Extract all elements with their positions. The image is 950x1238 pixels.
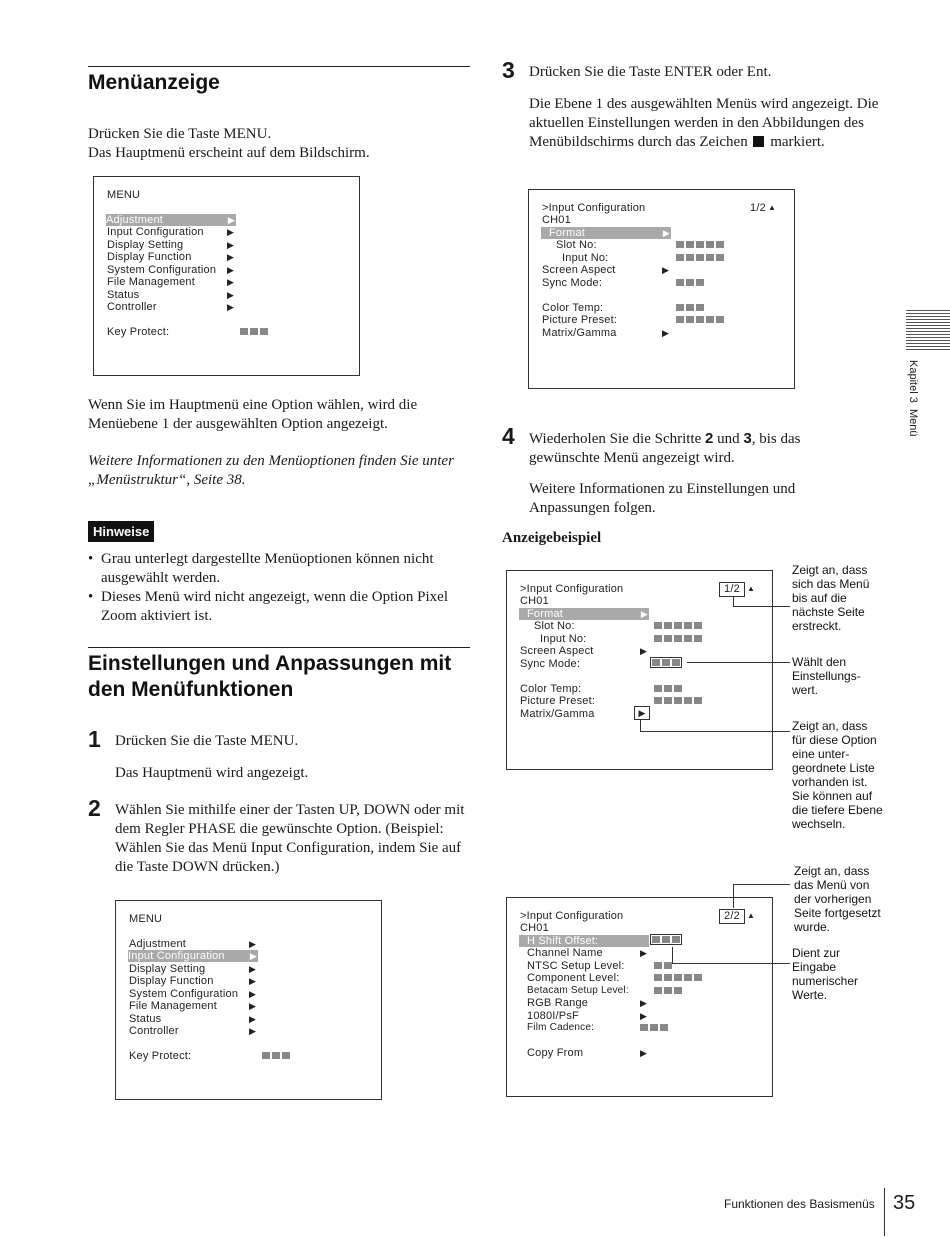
arrow-right-icon: ▶ bbox=[249, 1001, 257, 1011]
value-blocks bbox=[650, 657, 682, 668]
menu-item-channel-name[interactable]: Channel Name bbox=[527, 947, 603, 959]
section-rule-left bbox=[88, 647, 470, 648]
input-no-label: Input No: bbox=[540, 633, 587, 645]
example-screen-2 bbox=[506, 897, 773, 1097]
arrow-right-icon: ▶ bbox=[640, 948, 648, 958]
callout-select-value: Wählt den Einstellungs-wert. bbox=[792, 655, 861, 697]
value-blocks bbox=[654, 987, 682, 994]
menu-item-format[interactable]: Format ▶ bbox=[519, 608, 649, 620]
example-heading: Anzeigebeispiel bbox=[502, 530, 602, 546]
section-title-menuanzeige: Menüanzeige bbox=[88, 71, 220, 94]
menu-item-controller[interactable]: Controller bbox=[129, 1025, 179, 1037]
page-indicator: 1/2 bbox=[719, 582, 745, 597]
value-blocks bbox=[240, 328, 268, 335]
menu-item-input-configuration[interactable]: Input Configuration ▶ bbox=[128, 950, 257, 962]
menu-item-display-function[interactable]: Display Function bbox=[107, 251, 192, 263]
menu-item-system-configuration[interactable]: System Configuration bbox=[107, 264, 217, 276]
arrow-right-icon: ▶ bbox=[662, 265, 670, 275]
step-number: 3 bbox=[502, 57, 515, 83]
hinweise-badge: Hinweise bbox=[88, 521, 154, 542]
arrow-right-icon: ▶ bbox=[634, 706, 650, 720]
step-4-text: Wiederholen Sie die Schritte 2 und 3, bis das gewünschte Menü angezeigt wird. bbox=[529, 430, 801, 466]
channel-label: CH01 bbox=[520, 922, 549, 934]
value-blocks bbox=[262, 1052, 290, 1059]
step-1-text: Drücken Sie die Taste MENU. bbox=[115, 733, 299, 749]
arrow-right-icon: ▶ bbox=[227, 240, 235, 250]
value-blocks bbox=[654, 685, 682, 692]
arrow-right-icon: ▶ bbox=[662, 328, 670, 338]
menu-item-adjustment[interactable]: Adjustment bbox=[129, 938, 187, 950]
top-rule-left bbox=[88, 66, 470, 67]
value-blocks bbox=[676, 316, 724, 323]
menu-item-adjustment[interactable]: Adjustment ▶ bbox=[106, 214, 235, 226]
value-blocks bbox=[640, 1024, 668, 1031]
value-blocks bbox=[654, 622, 702, 629]
step-1-sub: Das Hauptmenü wird angezeigt. bbox=[115, 765, 309, 781]
menu-item-input-configuration[interactable]: Input Configuration bbox=[107, 226, 204, 238]
value-blocks bbox=[676, 304, 704, 311]
menu-item-display-function[interactable]: Display Function bbox=[129, 975, 214, 987]
up-down-arrow-icon: ▲ bbox=[747, 911, 756, 920]
intro-line-2: Das Hauptmenü erscheint auf dem Bildschirm. bbox=[88, 145, 370, 161]
value-blocks bbox=[650, 934, 682, 945]
page-indicator: 2/2 bbox=[719, 909, 745, 924]
note-item: • Dieses Menü wird nicht angezeigt, wenn die Option Pixel Zoom aktiviert ist. bbox=[88, 588, 470, 626]
callout-next-page: Zeigt an, dass sich das Menü bis auf die nächste Seite erstreckt. bbox=[792, 563, 870, 633]
footer-title: Funktionen des Basismenüs bbox=[724, 1197, 875, 1211]
intro-paragraph bbox=[88, 125, 468, 163]
menu-title: MENU bbox=[107, 189, 141, 201]
section-title-einstellungen: Einstellungen und Anpassungen mit den Menüfunktionen bbox=[88, 652, 452, 701]
arrow-right-icon: ▶ bbox=[227, 302, 235, 312]
menu-item-screen-aspect[interactable]: Screen Aspect bbox=[542, 264, 616, 276]
arrow-right-icon: ▶ bbox=[640, 998, 648, 1008]
menu-title: MENU bbox=[129, 913, 163, 925]
slot-no-label: Slot No: bbox=[534, 620, 575, 632]
menu-item-status[interactable]: Status bbox=[107, 289, 140, 301]
menu-item-screen-aspect[interactable]: Screen Aspect bbox=[520, 645, 594, 657]
note-item: • Grau unterlegt dargestellte Menüoptionen können nicht ausgewählt werden. bbox=[88, 550, 470, 588]
chapter-tab-lines bbox=[906, 310, 950, 352]
step-3-sub: Die Ebene 1 des ausgewählten Menüs wird angezeigt. Die aktuellen Einstellungen werden in den Abbildungen des Menübildschirms durch das Zeichen markiert. bbox=[529, 96, 879, 150]
menu-item-status[interactable]: Status bbox=[129, 1013, 162, 1025]
screen-title: >Input Configuration bbox=[542, 202, 646, 214]
menu-item-matrix-gamma[interactable]: Matrix/Gamma bbox=[542, 327, 617, 339]
screen-title: >Input Configuration bbox=[520, 583, 624, 595]
picture-preset-label: Picture Preset: bbox=[520, 695, 596, 707]
arrow-right-icon: ▶ bbox=[227, 277, 235, 287]
value-blocks bbox=[676, 241, 724, 248]
component-level-label: Component Level: bbox=[527, 972, 620, 984]
menu-item-display-setting[interactable]: Display Setting bbox=[129, 963, 206, 975]
main-menu-screen-2 bbox=[115, 900, 382, 1100]
menu-item-system-configuration[interactable]: System Configuration bbox=[129, 988, 239, 1000]
arrow-right-icon: ▶ bbox=[249, 1026, 257, 1036]
input-no-label: Input No: bbox=[562, 252, 609, 264]
menu-item-rgb-range[interactable]: RGB Range bbox=[527, 997, 589, 1009]
ntsc-setup-label: NTSC Setup Level: bbox=[527, 960, 625, 972]
value-blocks bbox=[654, 962, 672, 969]
page-indicator: 1/2 bbox=[750, 202, 766, 214]
step-number: 2 bbox=[88, 795, 101, 821]
up-down-arrow-icon: ▲ bbox=[768, 203, 777, 212]
arrow-right-icon: ▶ bbox=[249, 964, 257, 974]
sync-mode-label: Sync Mode: bbox=[542, 277, 603, 289]
menu-item-format[interactable]: Format ▶ bbox=[541, 227, 671, 239]
slot-no-label: Slot No: bbox=[556, 239, 597, 251]
screen-title: >Input Configuration bbox=[520, 910, 624, 922]
paragraph-option: Wenn Sie im Hauptmenü eine Option wählen, wird die Menüebene 1 der ausgewählten Option angezeigt. bbox=[88, 397, 418, 432]
picture-preset-label: Picture Preset: bbox=[542, 314, 618, 326]
menu-item-file-management[interactable]: File Management bbox=[129, 1000, 217, 1012]
step-number: 4 bbox=[502, 423, 515, 449]
betacam-setup-label: Betacam Setup Level: bbox=[527, 985, 629, 996]
step-2-text: Wählen Sie mithilfe einer der Tasten UP, DOWN oder mit dem Regler PHASE die gewünschte Option. (Beispiel: Wählen Sie das Menü Input Configuration, indem Sie auf die Taste DOWN drücken.) bbox=[115, 802, 465, 875]
value-blocks bbox=[676, 254, 724, 261]
arrow-right-icon: ▶ bbox=[249, 989, 257, 999]
intro-line-1: Drücken Sie die Taste MENU. bbox=[88, 126, 272, 142]
arrow-right-icon: ▶ bbox=[640, 646, 648, 656]
callout-numeric-input: Dient zur Eingabe numerischer Werte. bbox=[792, 946, 859, 1002]
channel-label: CH01 bbox=[520, 595, 549, 607]
arrow-right-icon: ▶ bbox=[249, 976, 257, 986]
value-blocks bbox=[654, 635, 702, 642]
step-3-text: Drücken Sie die Taste ENTER oder Ent. bbox=[529, 64, 772, 80]
arrow-right-icon: ▶ bbox=[640, 1011, 648, 1021]
arrow-right-icon: ▶ bbox=[227, 290, 235, 300]
color-temp-label: Color Temp: bbox=[520, 683, 582, 695]
menu-item-display-setting[interactable]: Display Setting bbox=[107, 239, 184, 251]
arrow-right-icon: ▶ bbox=[227, 265, 235, 275]
arrow-right-icon: ▶ bbox=[249, 939, 257, 949]
main-menu-screen-1 bbox=[93, 176, 360, 376]
arrow-right-icon: ▶ bbox=[249, 1014, 257, 1024]
menu-item-h-shift-offset[interactable]: H Shift Offset: bbox=[519, 935, 649, 947]
film-cadence-label: Film Cadence: bbox=[527, 1022, 595, 1033]
step-number: 1 bbox=[88, 726, 101, 752]
chapter-label: Kapitel 3 Menü bbox=[907, 360, 919, 437]
sync-mode-label: Sync Mode: bbox=[520, 658, 581, 670]
menu-item-copy-from[interactable]: Copy From bbox=[527, 1047, 584, 1059]
up-down-arrow-icon: ▲ bbox=[747, 584, 756, 593]
paragraph-reference: Weitere Informationen zu den Menüoptionen finden Sie unter „Menüstruktur“, Seite 38. bbox=[88, 453, 454, 488]
notes-list bbox=[88, 550, 470, 626]
key-protect-label: Key Protect: bbox=[107, 326, 170, 338]
value-blocks bbox=[654, 974, 702, 981]
page-number: 35 bbox=[893, 1192, 916, 1214]
arrow-right-icon: ▶ bbox=[227, 227, 235, 237]
key-protect-label: Key Protect: bbox=[129, 1050, 192, 1062]
step-4-sub: Weitere Informationen zu Einstellungen und Anpassungen folgen. bbox=[529, 481, 796, 516]
callout-previous-page: Zeigt an, dass das Menü von der vorherigen Seite fortgesetzt wurde. bbox=[794, 864, 881, 934]
value-blocks bbox=[654, 697, 702, 704]
channel-label: CH01 bbox=[542, 214, 571, 226]
filled-square-icon bbox=[753, 136, 764, 147]
menu-item-matrix-gamma[interactable]: Matrix/Gamma bbox=[520, 708, 595, 720]
arrow-right-icon: ▶ bbox=[640, 1048, 648, 1058]
value-blocks bbox=[676, 279, 704, 286]
input-config-screen bbox=[528, 189, 795, 389]
callout-sub-list: Zeigt an, dass für diese Option eine unter-geordnete Liste vorhanden ist. Sie können auf die tiefere Ebene wechseln. bbox=[792, 719, 883, 831]
menu-item-1080i-psf[interactable]: 1080I/PsF bbox=[527, 1010, 579, 1022]
menu-item-controller[interactable]: Controller bbox=[107, 301, 157, 313]
menu-item-file-management[interactable]: File Management bbox=[107, 276, 195, 288]
arrow-right-icon: ▶ bbox=[227, 252, 235, 262]
color-temp-label: Color Temp: bbox=[542, 302, 604, 314]
